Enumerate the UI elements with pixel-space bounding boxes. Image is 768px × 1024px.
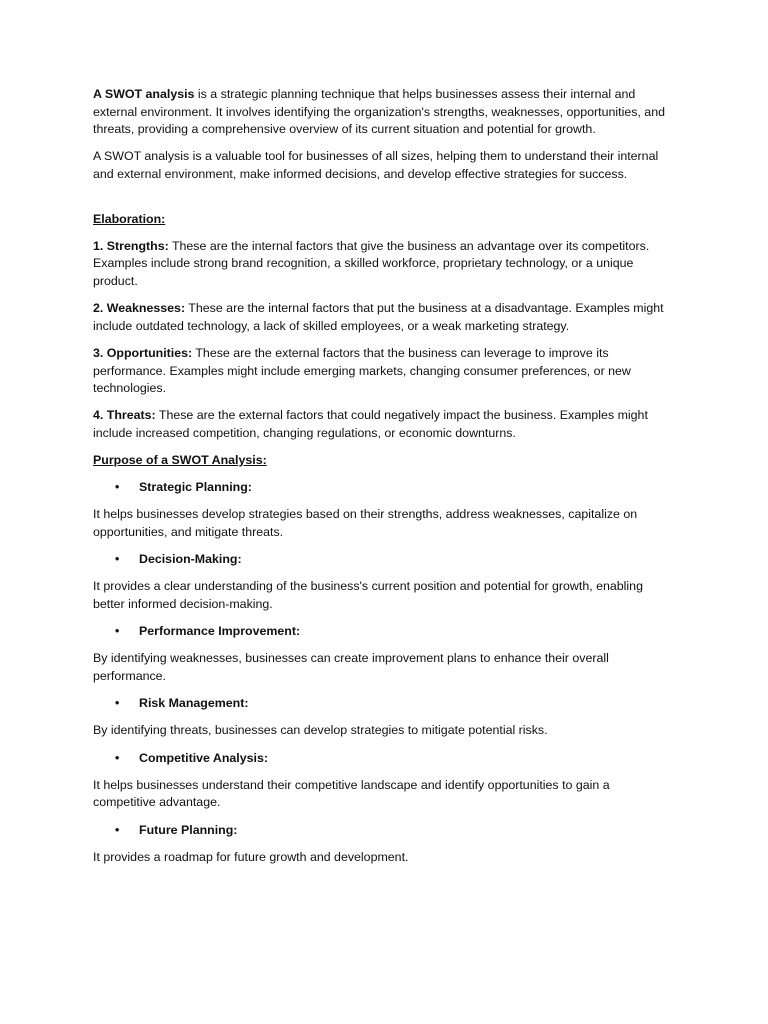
purpose-bullet-title: Future Planning: [139, 822, 238, 837]
intro-paragraph-2: A SWOT analysis is a valuable tool for businesses of all sizes, helping them to understand their internal and external environment, make informed decisions, and develop effective strategies for success. [93, 149, 659, 181]
elaboration-item-label: 4. Threats: [93, 408, 156, 423]
purpose-bullet-competitive-analysis [93, 750, 675, 768]
purpose-bullet-strategic-planning [93, 479, 675, 497]
elaboration-item-opportunities [93, 345, 675, 398]
purpose-heading: Purpose of a SWOT Analysis: [93, 453, 267, 468]
intro-paragraph-1-text: is a strategic planning technique that helps businesses assess their internal and external environment. It involves identifying the organization's strengths, weaknesses, opportunities, and threats, providing a comprehensive overview of its current situation and potential for growth. [93, 87, 665, 137]
intro-bold-term: A SWOT analysis [93, 87, 195, 101]
elaboration-item-text: These are the internal factors that give the business an advantage over its competitors. Examples include strong brand recognition, a skilled workforce, proprietary technology, or a unique product. [93, 238, 650, 288]
elaboration-item-strengths [93, 238, 675, 291]
bullet-icon: • [115, 750, 120, 765]
purpose-description: By identifying weaknesses, businesses can create improvement plans to enhance their overall performance. [93, 651, 609, 683]
elaboration-heading: Elaboration: [93, 211, 166, 226]
purpose-bullet-list [93, 822, 675, 840]
elaboration-item-text: These are the external factors that could negatively impact the business. Examples might include increased competition, changing regulations, or economic downturns. [93, 408, 648, 440]
purpose-bullet-title: Performance Improvement: [139, 624, 301, 639]
elaboration-item-label: 2. Weaknesses: [93, 301, 186, 316]
intro-paragraph-1 [93, 86, 675, 139]
bullet-icon: • [115, 822, 120, 837]
purpose-bullet-future-planning [93, 822, 675, 840]
purpose-description: It provides a roadmap for future growth and development. [93, 849, 409, 864]
purpose-bullet-title: Decision-Making: [139, 552, 242, 567]
purpose-bullet-list [93, 623, 675, 641]
purpose-bullet-risk-management [93, 695, 675, 713]
purpose-bullet-performance-improvement [93, 623, 675, 641]
elaboration-item-threats [93, 407, 675, 442]
purpose-description: It helps businesses develop strategies based on their strengths, address weaknesses, capitalize on opportunities, and mitigate threats. [93, 507, 638, 540]
purpose-description: By identifying threats, businesses can develop strategies to mitigate potential risks. [93, 723, 548, 738]
purpose-bullet-list [93, 750, 675, 768]
bullet-icon: • [115, 696, 120, 711]
purpose-bullet-title: Risk Management: [139, 696, 249, 711]
bullet-icon: • [115, 624, 120, 639]
elaboration-item-label: 1. Strengths: [93, 238, 169, 253]
elaboration-item-text: These are the internal factors that put the business at a disadvantage. Examples might include outdated technology, a lack of skilled employees, or a weak marketing strategy. [93, 301, 664, 333]
purpose-bullet-decision-making [93, 551, 675, 569]
purpose-description: It provides a clear understanding of the business's current position and potential for growth, enabling better informed decision-making. [93, 579, 643, 611]
purpose-description: It helps businesses understand their competitive landscape and identify opportunities to gain a competitive advantage. [93, 777, 610, 810]
purpose-bullet-list [93, 551, 675, 569]
bullet-icon: • [115, 552, 120, 567]
purpose-bullet-title: Strategic Planning: [139, 480, 252, 495]
document-page [93, 86, 675, 876]
purpose-bullet-list [93, 479, 675, 497]
bullet-icon: • [115, 480, 120, 495]
purpose-bullet-title: Competitive Analysis: [139, 750, 268, 765]
elaboration-item-text: These are the external factors that the business can leverage to improve its performance. Examples might include emerging markets, changing consumer preferences, or new technologies. [93, 345, 631, 396]
elaboration-item-label: 3. Opportunities: [93, 345, 193, 360]
elaboration-item-weaknesses [93, 300, 675, 335]
purpose-bullet-list [93, 695, 675, 713]
